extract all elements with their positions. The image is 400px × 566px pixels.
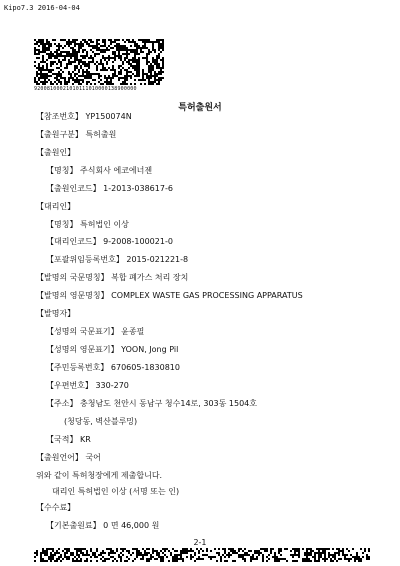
resident-registration-number: 【주민등록번호】 670605-1830810 (46, 363, 180, 372)
applicant-name: 【명칭】 주식회사 에코에너젠 (46, 166, 153, 175)
inventor-name-english: 【성명의 영문표기】 YOON, Jong Pil (46, 345, 179, 354)
inventor-heading: 【발명자】 (36, 309, 76, 318)
address: 【주소】 충청남도 천안시 동남구 청수14로, 303동 1504호 (46, 399, 257, 408)
agent-name: 【명칭】 특허법인 이상 (46, 220, 129, 229)
inventor-name-korean: 【성명의 국문표기】 윤종필 (46, 327, 145, 336)
application-language: 【출원언어】 국어 (36, 453, 101, 462)
nationality: 【국적】 KR (46, 435, 91, 444)
power-of-attorney-number: 【포괄위임등록번호】 2015-021221-8 (46, 255, 189, 264)
signature-line: 대리인 특허법인 이상 (서명 또는 인) (52, 487, 180, 496)
agent-heading: 【대리인】 (36, 202, 76, 211)
top-barcode (34, 39, 164, 85)
applicant-heading: 【출원인】 (36, 148, 76, 157)
fee-heading: 【수수료】 (36, 503, 76, 512)
invention-title-korean: 【발명의 국문명칭】 복합 폐가스 처리 장치 (36, 273, 189, 282)
invention-title-english: 【발명의 영문명칭】 COMPLEX WASTE GAS PROCESSING APPARATUS (36, 291, 303, 300)
document-title: 특허출원서 (178, 103, 222, 113)
bottom-barcode (34, 548, 370, 562)
header-text: Kipo7.3 2016-04-04 (4, 4, 80, 12)
barcode-number: 92008100021010111010000138900000 (34, 86, 137, 92)
basic-filing-fee: 【기본출원료】 0 면 46,000 원 (46, 521, 160, 530)
postal-code: 【우편번호】 330-270 (46, 381, 129, 390)
agent-code: 【대리인코드】 9-2008-100021-0 (46, 237, 173, 246)
reference-number: 【참조번호】 YP150074N (36, 112, 132, 121)
submission-statement: 위와 같이 특허청장에게 제출합니다. (36, 471, 163, 480)
page-number: 2-1 (193, 538, 207, 547)
address-detail: (청당동, 벽산블루밍) (64, 417, 138, 426)
application-type: 【출원구분】 특허출원 (36, 130, 117, 139)
applicant-code: 【출원인코드】 1-2013-038617-6 (46, 184, 173, 193)
